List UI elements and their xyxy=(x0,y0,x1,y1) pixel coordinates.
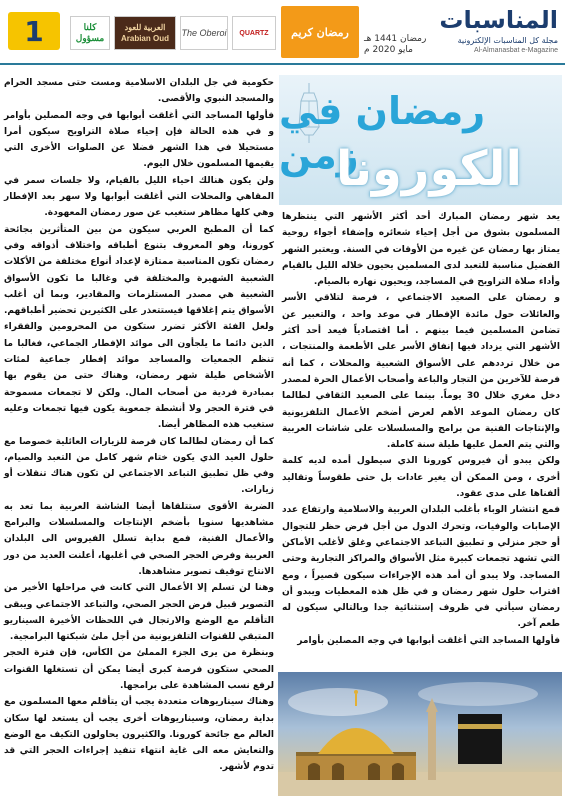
article-title-line2: الكورونا xyxy=(336,141,522,197)
issue-date-hijri: رمضان 1441 هـ xyxy=(364,34,427,44)
paragraph: حكومية في جل البلدان الاسلامية ومست حتى مسجد الحرام والمسجد النبوي والأقصى. xyxy=(4,78,274,105)
kelna-masool-logo: كلنا مسؤول xyxy=(70,16,110,50)
paragraph: فأولها المساجد التي أغلقت أبوابها في وجه المصلين بأوامر و في هذه الحالة فإن إحياء صلاة التراويح سيكون أمرا مستحيلا في هذا الشهر فضلا عن الصلوات الأخرى التي يقيمها المسلمون خلال اليوم. xyxy=(4,110,274,170)
arabian-oud-logo: العربية للعود Arabian Oud xyxy=(114,16,176,50)
paragraph: الضربة الأقوى ستتلقاها أيضا الشاشة العربية بما تعد به مشاهديها سنويا بأضخم الإنتاجات والمسلسلات والبرامج والأعمال الفنية، فمع بداية تسلل الفيروس الى البلدان العربية وفرض الحجر الصحي في أغلبها، أعلنت العديد من دور الانتاج توقيف تصوير مشاهدها. xyxy=(4,501,274,577)
mosque-illustration xyxy=(278,672,562,796)
oberoi-logo: The Oberoi xyxy=(180,16,228,50)
paragraph: كما أن رمضان لطالما كان فرصة للزيارات العائلية خصوصا مع حلول العيد الذي يكون ختام شهر كامل من التعبد والصيام، وفي ظل تطبيق التباعد الاجتماعي لن تكون هناك تنقلات أو زيارات. xyxy=(4,436,274,496)
masthead-english: Al-Almanasbat e-Magazine xyxy=(473,47,558,54)
masthead-title: المناسبات xyxy=(439,6,558,34)
article-column-left xyxy=(4,75,274,776)
paragraph: و رمضان على الصعيد الاجتماعي ، فرصة لتلاقي الأسر والعائلات حول مائدة الإفطار في موعد واحد ، والتعبير عن تضامن المسلمين فيما بينهم . أما اقتصادياً فيعد أحد أكثر الأشهر التي يزداد فيها إنفاق الأسر على الأطعمة والمنتجات ، من خلال ترددهم على الأسواق الشعبية والمحلات ، كما أنه فرصة للآخرين من التجار والباعة وأصحاب الأعمال الحرة لمصدر دخل مغري خلال 30 يوماً. بينما على الصعيد الثقافي لطالما كان رمضان الموعد الأهم لعرض أضخم الأعمال التلفزيونية والإنتاجات الفنية من برامج والمسلسلات على شاشات العربية والتي يتم العمل عليها طيلة سنة كاملة. xyxy=(282,293,560,451)
page-header xyxy=(0,0,565,65)
ramadan-kareem-banner: رمضان كريم xyxy=(281,6,359,58)
quartz-logo: QUARTZ xyxy=(232,16,276,50)
paragraph: فمع انتشار الوباء بأغلب البلدان العربية والاسلامية وارتفاع عدد الإصابات والوفيات، وتحرك الدول من أجل فرض حظر للتجوال أو حجر منزلي و تطبيق التباعد الاجتماعي وغلق لأغلب الأماكن التي تشهد تجمعات كبيرة مثل الأسواق والمراكز التجارية وحتى المساجد. ولا يبدو أن أمد هذه الإجراءات سيكون قصيراً ، ومع اقتراب حلول شهر رمضان و في ظل هذه المعطيات ويبدو أن رمضان سيأتي في ظروف إستثنائية جدا وبالتالي سيكون له طعم آخر. xyxy=(282,505,560,630)
paragraph: فأولها المساجد التي أغلقت أبوابها في وجه المصلين بأوامر xyxy=(297,635,560,646)
paragraph: ولكن يبدو أن فيروس كورونا الذي سيطول أمده لديه كلمة أخرى ، ومن الممكن أن يغير عادات بل حتى طقوساً وتقاليد ألفناها على مدى عقود. xyxy=(282,456,560,500)
issue-date xyxy=(364,34,426,56)
paragraph: وهنا لن تسلم إلا الأعمال التي كانت في مراحلها الأخير من التصوير قبيل فرض الحجر الصحي، والتباعد الاجتماعي ويبقى التأقلم مع الوضع والارتجال في اللحظات الأخيرة السيناريو المتبقي للقنوات التلفزيونية من أجل ملئ شبكتها البرامجية. xyxy=(4,583,274,643)
paragraph: ولن يكون هنالك احياء الليل بالقيام، ولا جلسات سمر في المقاهي والمحلات التي أغلقت أبوابها ولا سهر بعد الإفطار وهي كلها مظاهر ستغيب عن صور رمضان المعهودة. xyxy=(4,175,274,219)
masthead-subtitle: مجلة كل المناسبات الإلكترونية xyxy=(457,36,558,45)
page-number: 1 xyxy=(8,12,60,50)
article-title-panel xyxy=(279,75,562,205)
paragraph: وهناك سيناريوهات متعددة يجب أن يتأقلم معها المسلمون مع بداية رمضان، وسيناريوهات أخرى يجب أن يستعد لها سكان العالم مع جائحة كورونا. والكثيرون يحاولون التكيف مع الوضع والتعايش معه الى غاية انتهاء تنفيذ إجراءات الحجر التي قد تدوم لأشهر. xyxy=(4,697,274,773)
masthead xyxy=(362,4,562,60)
paragraph: وبنظرة من يرى الجزء المملئ من الكأس، فإن فترة الحجر الصحي ستكون فرصة كبرى أيضا يمكن أن تستغلها القنوات لرفع نسب المشاهدة على برامجها. xyxy=(4,648,274,691)
paragraph: يعد شهر رمضان المبارك أحد أكثر الأشهر التي ينتظرها المسلمون بشوق من أجل إحياء شعائره وإضفاء أجواء روحية يمتاز بها رمضان عن غيره من الأوقات في السنة. ويعتبر الشهر الفضيل مناسبة للتعبد لدى المسلمين يحيون خلاله الليل بالقيام وأداء صلاة التراويح في المساجد، ويحيون نهاره بالصيام. xyxy=(282,212,560,288)
paragraph: كما أن المطبخ العربي سيكون من بين المتأثرين بجائحة كورونا، وهو المعروف بتنوع أطباقه واختلاف أذواقه وفي رمضان تكون المناسبة ممتازة لإعداد أنواع مختلفة من الأكلات الشعبية الشهيرة والمختلفة في وغالبا ما تكون الأسواق الشعبية هي مصدر المستلزمات والمقادير، وبما أن أغلب الأسواق يتم إغلاقها فيستتعذر على الكثيرين تحضير أطباقهم. ولعل الفئة الأكثر تضرر ستكون من المحرومين والفقراء الذين دائما ما يلجأون الى موائد الإفطار الجماعي، فغالبا ما تنظم الجمعيات والمساجد موائد إفطار جماعية لمئات الأشخاص طيلة شهر رمضان، وهناك حتى من يقوم بها بمبادرة فردية من أصحاب المال. ولكن لا تجمعات مسموحة في فترة الحجر ولا أنشطة جمعوية يكون فيها تجمعات وعليه ستغيب هذه المظاهر أيضا. xyxy=(4,224,274,431)
issue-date-gregorian: مايو 2020 م xyxy=(364,45,413,55)
article-title-line1: رمضان في زمن xyxy=(279,89,486,177)
mosque-kaaba-image xyxy=(278,672,562,796)
article-column-right xyxy=(282,209,560,649)
